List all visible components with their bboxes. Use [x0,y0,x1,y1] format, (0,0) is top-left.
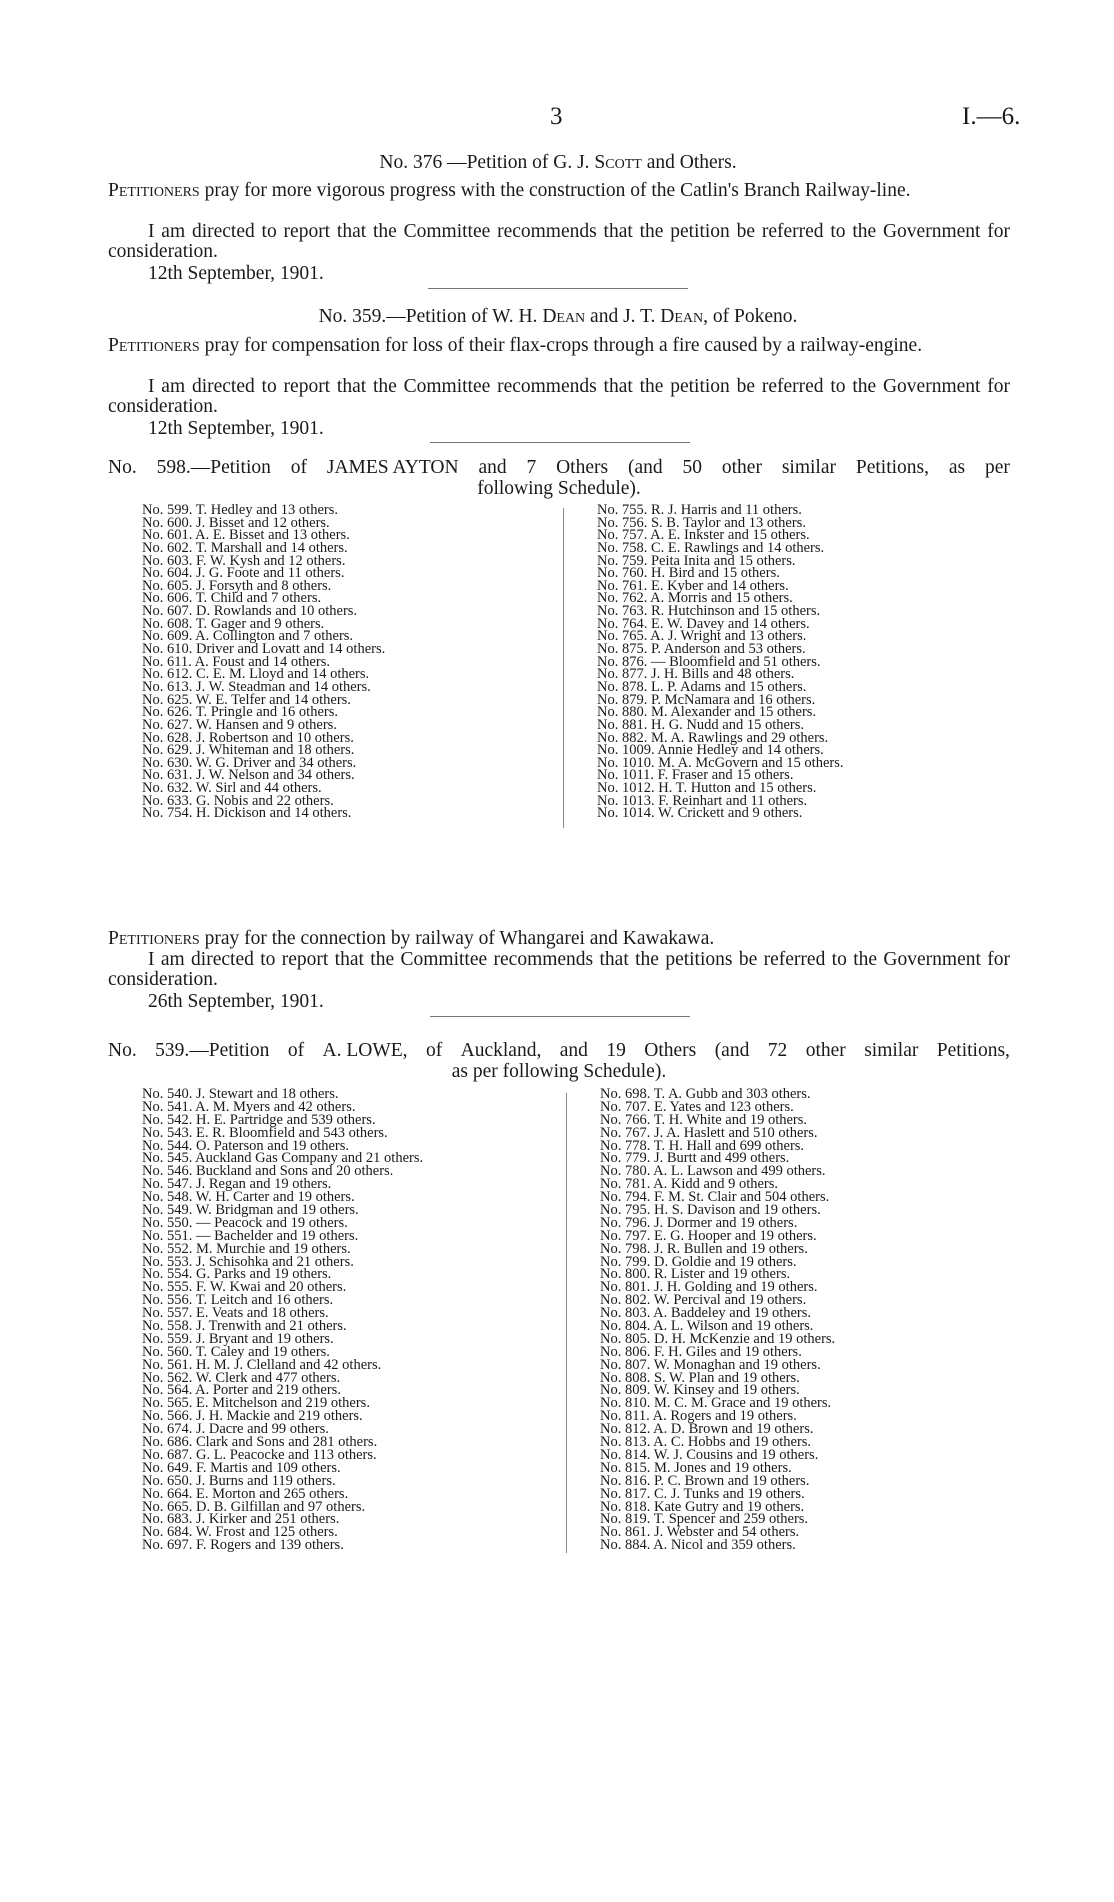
schedule-entry: No. 566. J. H. Mackie and 219 others. [142,1408,363,1425]
schedule-entry: No. 604. J. G. Foote and 11 others. [142,565,345,582]
petitioner-name: A. LOWE, [322,1040,408,1061]
schedule-entry: No. 602. T. Marshall and 14 others. [142,539,348,556]
schedule-entry: No. 1013. F. Reinhart and 11 others. [597,792,808,809]
schedule-entry: No. 631. J. W. Nelson and 34 others. [142,767,355,784]
petition-376-date: 12th September, 1901. [148,263,324,284]
heading-word: 19 [606,1040,626,1061]
schedule-entry: No. 880. M. Alexander and 15 others. [597,704,817,721]
schedule-entry: No. 612. C. E. M. Lloyd and 14 others. [142,666,370,683]
schedule-left-column [142,504,385,820]
petition-359-report: I am directed to report that the Committee recommends that the petition be referred to the Government for consideration. [108,376,1010,417]
schedule-entry: No. 816. P. C. Brown and 19 others. [600,1472,810,1489]
schedule-entry: No. 797. E. G. Hooper and 19 others. [600,1227,817,1244]
schedule-entry: No. 1014. W. Crickett and 9 others. [597,805,803,822]
schedule-entry: No. 665. D. B. Gilfillan and 97 others. [142,1498,366,1515]
schedule-entry: No. 600. J. Bisset and 12 others. [142,514,330,531]
heading-line-1 [108,457,1010,478]
petitioner-name: Dean [660,306,704,327]
schedule-entry: No. 629. J. Whiteman and 18 others. [142,742,355,759]
schedule-entry: No. 674. J. Dacre and 99 others. [142,1421,329,1438]
schedule-entry: No. 553. J. Schisohka and 21 others. [142,1253,354,1270]
schedule-entry: No. 611. A. Foust and 14 others. [142,653,330,670]
petition-359-title [108,306,1008,328]
schedule-entry: No. 765. A. J. Wright and 13 others. [597,628,807,645]
schedule-entry: No. 610. Driver and Lovatt and 14 others. [142,641,386,658]
schedule-entry: No. 877. J. H. Bills and 48 others. [597,666,795,683]
schedule-entry: No. 627. W. Hansen and 9 others. [142,716,337,733]
heading-word: Others [556,457,609,478]
heading-word: 598.—Petition [156,457,271,478]
heading-line-2: as per following Schedule). [451,1061,667,1082]
schedule-entry: No. 755. R. J. Harris and 11 others. [597,502,802,518]
schedule-entry: No. 780. A. L. Lawson and 499 others. [600,1163,826,1180]
heading-word: (and [627,457,663,478]
schedule-entry: No. 804. A. L. Wilson and 19 others. [600,1318,814,1335]
schedule-entry: No. 802. W. Percival and 19 others. [600,1292,807,1309]
schedule-entry: No. 547. J. Regan and 19 others. [142,1176,332,1193]
schedule-entry: No. 882. M. A. Rawlings and 29 others. [597,729,829,746]
schedule-entry: No. 606. T. Child and 7 others. [142,590,322,607]
heading-word: Petitions, [936,1040,1010,1061]
schedule-entry: No. 879. P. McNamara and 16 others. [597,691,816,708]
schedule-entry: No. 801. J. H. Golding and 19 others. [600,1279,818,1296]
schedule-entry: No. 633. G. Nobis and 22 others. [142,792,334,809]
heading-line-2: following Schedule). [477,478,641,499]
schedule-entry: No. 558. J. Trenwith and 21 others. [142,1318,347,1335]
schedule-entry: No. 543. E. R. Bloomfield and 543 others. [142,1124,388,1141]
schedule-entry: No. 540. J. Stewart and 18 others. [142,1086,339,1102]
schedule-entry: No. 608. T. Gager and 9 others. [142,615,325,632]
heading-word: of [287,1040,305,1061]
petition-598-date: 26th September, 1901. [148,991,324,1012]
petition-359-date: 12th September, 1901. [148,418,324,439]
schedule-entry: No. 1009. Annie Hedley and 14 others. [597,742,824,759]
schedule-entry: No. 815. M. Jones and 19 others. [600,1459,792,1476]
schedule-entry: No. 628. J. Robertson and 10 others. [142,729,354,746]
column-divider [566,1093,567,1553]
heading-word: other [805,1040,846,1061]
schedule-entry: No. 697. F. Rogers and 139 others. [142,1537,344,1554]
schedule-entry: No. 555. F. W. Kwai and 20 others. [142,1279,347,1296]
schedule-entry: No. 757. A. E. Inkster and 15 others. [597,527,810,544]
schedule-entry: No. 562. W. Clerk and 477 others. [142,1369,341,1386]
schedule-entry: No. 876. — Bloomfield and 51 others. [597,653,821,670]
schedule-entry: No. 806. F. H. Giles and 19 others. [600,1343,802,1360]
schedule-entry: No. 809. W. Kinsey and 19 others. [600,1382,800,1399]
schedule-entry: No. 1011. F. Fraser and 15 others. [597,767,794,784]
petitioner-name: Dean [542,306,586,327]
schedule-entry: No. 550. — Peacock and 19 others. [142,1214,348,1231]
section-divider [428,288,688,289]
section-divider [430,442,690,443]
schedule-entry: No. 609. A. Collington and 7 others. [142,628,354,645]
schedule-entry: No. 686. Clark and Sons and 281 others. [142,1434,378,1451]
petitioner-name: JAMES AYTON [326,457,459,478]
schedule-entry: No. 601. A. E. Bisset and 13 others. [142,527,350,544]
page-number: 3 [550,103,563,130]
schedule-entry: No. 683. J. Kirker and 251 others. [142,1511,340,1528]
heading-word: 72 [767,1040,788,1061]
heading-word: and [478,457,507,478]
petition-376-title [108,152,1008,174]
schedule-entry: No. 796. J. Dormer and 19 others. [600,1214,798,1231]
schedule-entry: No. 541. A. M. Myers and 42 others. [142,1098,356,1115]
schedule-entry: No. 881. H. G. Nudd and 15 others. [597,716,805,733]
title-text: and J. T. [585,306,661,327]
heading-word: Petitions, [855,457,930,478]
schedule-entry: No. 763. R. Hutchinson and 15 others. [597,603,821,620]
schedule-entry: No. 613. J. W. Steadman and 14 others. [142,678,371,695]
schedule-entry: No. 545. Auckland Gas Company and 21 others. [142,1150,424,1167]
schedule-entry: No. 1012. H. T. Hutton and 15 others. [597,780,817,797]
schedule-entry: No. 761. E. Kyber and 14 others. [597,577,789,594]
heading-word: No. [108,1040,137,1061]
schedule-entry: No. 605. J. Forsyth and 8 others. [142,577,332,594]
schedule-entry: No. 762. A. Morris and 15 others. [597,590,793,607]
schedule-entry: No. 607. D. Rowlands and 10 others. [142,603,358,620]
petition-359-prayer [108,336,1010,356]
schedule-entry: No. 687. G. L. Peacocke and 113 others. [142,1446,377,1463]
schedule-entry: No. 766. T. H. White and 19 others. [600,1111,808,1128]
schedule-entry: No. 546. Buckland and Sons and 20 others. [142,1163,394,1180]
schedule-entry: No. 698. T. A. Gubb and 303 others. [600,1086,811,1102]
schedule-entry: No. 599. T. Hedley and 13 others. [142,502,338,518]
schedule-entry: No. 560. T. Caley and 19 others. [142,1343,330,1360]
schedule-entry: No. 684. W. Frost and 125 others. [142,1524,338,1541]
schedule-entry: No. 764. E. W. Davey and 14 others. [597,615,810,632]
schedule-entry: No. 544. O. Paterson and 19 others. [142,1137,350,1154]
heading-word: Others [644,1040,697,1061]
petition-539-heading [108,1040,1010,1082]
heading-word: 50 [682,457,702,478]
petition-598-prayer [108,929,1010,949]
petition-376-prayer [108,181,1010,201]
schedule-entry: No. 861. J. Webster and 54 others. [600,1524,800,1541]
heading-word: (and [714,1040,750,1061]
heading-word: Auckland, [460,1040,542,1061]
schedule-entry: No. 781. A. Kidd and 9 others. [600,1176,779,1193]
schedule-entry: No. 756. S. B. Taylor and 13 others. [597,514,806,531]
schedule-entry: No. 810. M. C. M. Grace and 19 others. [600,1395,832,1412]
heading-word: per [985,457,1010,478]
heading-word: similar [864,1040,919,1061]
schedule-entry: No. 779. J. Burtt and 499 others. [600,1150,790,1167]
petition-376-report: I am directed to report that the Committee recommends that the petition be referred to the Government for consideration. [108,221,1010,262]
schedule-entry: No. 632. W. Sirl and 44 others. [142,780,322,797]
schedule-right-column [600,1088,835,1552]
schedule-entry: No. 649. F. Martis and 109 others. [142,1459,341,1476]
schedule-entry: No. 559. J. Bryant and 19 others. [142,1330,334,1347]
document-code: I.—6. [962,103,1021,130]
schedule-entry: No. 664. E. Morton and 265 others. [142,1485,349,1502]
schedule-entry: No. 625. W. E. Telfer and 14 others. [142,691,351,708]
schedule-entry: No. 557. E. Veats and 18 others. [142,1305,329,1322]
heading-line-1 [108,1040,1010,1061]
schedule-entry: No. 707. E. Yates and 123 others. [600,1098,794,1115]
schedule-entry: No. 813. A. C. Hobbs and 19 others. [600,1434,812,1451]
schedule-entry: No. 819. T. Spencer and 259 others. [600,1511,809,1528]
schedule-entry: No. 549. W. Bridgman and 19 others. [142,1202,359,1219]
schedule-entry: No. 630. W. G. Driver and 34 others. [142,754,357,771]
section-divider [430,1016,690,1017]
schedule-entry: No. 556. T. Leitch and 16 others. [142,1292,334,1309]
schedule-entry: No. 794. F. M. St. Clair and 504 others. [600,1189,830,1206]
title-text: and Others. [641,152,737,173]
heading-word: of [425,1040,443,1061]
schedule-entry: No. 805. D. H. McKenzie and 19 others. [600,1330,836,1347]
schedule-entry: No. 875. P. Anderson and 53 others. [597,641,806,658]
schedule-entry: No. 799. D. Goldie and 19 others. [600,1253,797,1270]
schedule-entry: No. 1010. M. A. McGovern and 15 others. [597,754,844,771]
schedule-entry: No. 800. R. Lister and 19 others. [600,1266,791,1283]
schedule-entry: No. 754. H. Dickison and 14 others. [142,805,352,822]
petition-598-report: I am directed to report that the Committee recommends that the petitions be referred to the Government for consideration. [108,949,1010,990]
schedule-entry: No. 884. A. Nicol and 359 others. [600,1537,796,1554]
petitioner-name: Scott [594,152,642,173]
heading-word: other [721,457,762,478]
schedule-entry: No. 878. L. P. Adams and 15 others. [597,678,807,695]
schedule-entry: No. 798. J. R. Bullen and 19 others. [600,1240,808,1257]
schedule-entry: No. 807. W. Monaghan and 19 others. [600,1356,821,1373]
schedule-entry: No. 552. M. Murchie and 19 others. [142,1240,351,1257]
heading-word: as [948,457,966,478]
schedule-entry: No. 561. H. M. J. Clelland and 42 others. [142,1356,382,1373]
column-divider [563,508,564,828]
schedule-entry: No. 817. C. J. Tunks and 19 others. [600,1485,805,1502]
petition-598-heading [108,457,1010,499]
schedule-entry: No. 650. J. Burns and 119 others. [142,1472,336,1489]
schedule-entry: No. 564. A. Porter and 219 others. [142,1382,341,1399]
schedule-entry: No. 551. — Bachelder and 19 others. [142,1227,359,1244]
schedule-entry: No. 554. G. Parks and 19 others. [142,1266,332,1283]
schedule-entry: No. 767. J. A. Haslett and 510 others. [600,1124,818,1141]
prayer-text: pray for compensation for loss of their flax-crops through a fire caused by a railway-engine. [199,335,923,356]
schedule-entry: No. 818. Kate Gutry and 19 others. [600,1498,805,1515]
prayer-text: pray for more vigorous progress with the construction of the Catlin's Branch Railway-line. [199,180,911,201]
schedule-left-column [142,1088,423,1552]
heading-word: No. [108,457,137,478]
heading-word: of [290,457,308,478]
schedule-right-column [597,504,843,820]
heading-word: 539.—Petition [155,1040,270,1061]
schedule-entry: No. 778. T. H. Hall and 699 others. [600,1137,805,1154]
schedule-entry: No. 758. C. E. Rawlings and 14 others. [597,539,825,556]
schedule-entry: No. 760. H. Bird and 15 others. [597,565,780,582]
schedule-entry: No. 812. A. D. Brown and 19 others. [600,1421,814,1438]
schedule-entry: No. 811. A. Rogers and 19 others. [600,1408,797,1425]
schedule-entry: No. 548. W. H. Carter and 19 others. [142,1189,355,1206]
schedule-entry: No. 759. Peita Inita and 15 others. [597,552,796,569]
title-text: No. 359.—Petition of W. H. [318,306,543,327]
heading-word: 7 [526,457,537,478]
schedule-entry: No. 814. W. J. Cousins and 19 others. [600,1446,819,1463]
prayer-lead: Petitioners [108,335,200,356]
schedule-entry: No. 542. H. E. Partridge and 539 others. [142,1111,376,1128]
prayer-lead: Petitioners [108,180,200,201]
title-text: , of Pokeno. [703,306,798,327]
heading-word: similar [781,457,836,478]
schedule-entry: No. 565. E. Mitchelson and 219 others. [142,1395,370,1412]
schedule-entry: No. 603. F. W. Kysh and 12 others. [142,552,346,569]
schedule-entry: No. 803. A. Baddeley and 19 others. [600,1305,812,1322]
title-text: No. 376 —Petition of G. J. [379,152,595,173]
schedule-entry: No. 795. H. S. Davison and 19 others. [600,1202,821,1219]
heading-word: and [559,1040,588,1061]
schedule-entry: No. 626. T. Pringle and 16 others. [142,704,338,721]
schedule-entry: No. 808. S. W. Plan and 19 others. [600,1369,800,1386]
prayer-text: pray for the connection by railway of Whangarei and Kawakawa. [199,928,715,949]
prayer-lead: Petitioners [108,928,200,949]
